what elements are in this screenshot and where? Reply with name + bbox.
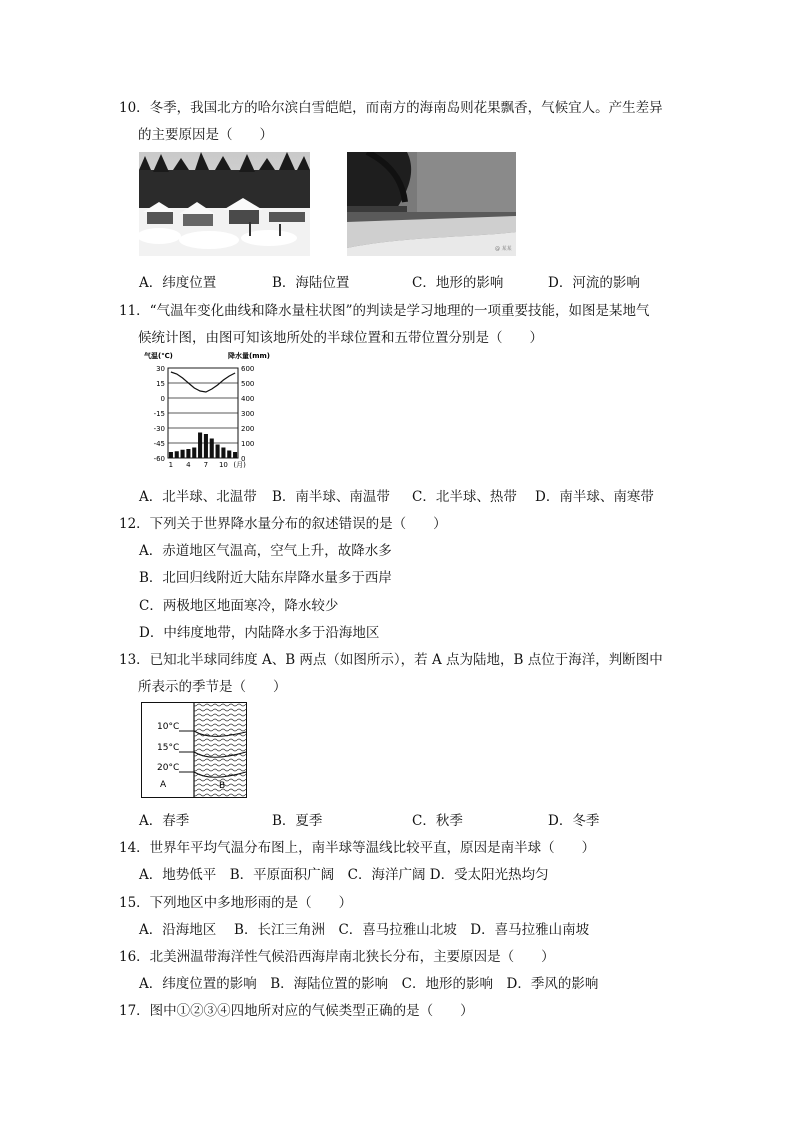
q13-stem-line1: 13．已知北半球同纬度 A、B 两点（如图所示），若 A 点为陆地，B 点位于海洋，判断图中 xyxy=(119,652,663,668)
q12-stem: 12．下列关于世界降水量分布的叙述错误的是（ ） xyxy=(119,516,447,532)
precip-axis-title: 降水量(mm) xyxy=(228,352,270,360)
temp-tick-label: 15 xyxy=(156,380,165,388)
precip-tick-label: 300 xyxy=(241,410,255,418)
harbin-snow-photo xyxy=(139,152,310,256)
q11-stem-line1: 11．“气温年变化曲线和降水量柱状图”的判读是学习地理的一项重要技能，如图是某地气 xyxy=(119,303,650,319)
label-20c: 20°C xyxy=(157,763,180,773)
q13-option-b: B．夏季 xyxy=(272,813,323,829)
precip-bar xyxy=(192,448,196,459)
precip-bar xyxy=(175,451,179,458)
month-tick-label: 1 xyxy=(168,461,174,469)
precip-bar xyxy=(233,452,237,458)
temp-tick-label: -60 xyxy=(153,455,165,463)
q11-stem-line2: 候统计图，由图可知该地所处的半球位置和五带位置分别是（ ） xyxy=(138,330,543,346)
q10-option-c: C．地形的影响 xyxy=(412,275,504,291)
q14-stem: 14．世界年平均气温分布图上，南半球等温线比较平直，原因是南半球（ ） xyxy=(119,840,596,856)
q12-option-c: C．两极地区地面寒冷，降水较少 xyxy=(139,598,339,614)
precip-tick-label: 500 xyxy=(241,380,255,388)
q10-option-d: D．河流的影响 xyxy=(548,275,640,291)
q10-stem-line1: 10．冬季，我国北方的哈尔滨白雪皑皑，而南方的海南岛则花果飘香，气候宜人。产生差异 xyxy=(119,100,663,116)
q12-option-d: D．中纬度地带，内陆降水多于沿海地区 xyxy=(139,625,380,641)
precip-tick-label: 0 xyxy=(241,455,246,463)
precip-tick-label: 200 xyxy=(241,425,255,433)
point-a-label: A xyxy=(160,780,167,790)
q10-stem-line2: 的主要原因是（ ） xyxy=(138,127,273,143)
q11-option-b: B．南半球、南温带 xyxy=(272,489,390,505)
precip-bar xyxy=(216,445,220,459)
precip-bar xyxy=(181,450,185,458)
photo-watermark: @ 某某 xyxy=(495,246,512,252)
temp-tick-label: -30 xyxy=(153,425,165,433)
q12-option-a: A．赤道地区气温高，空气上升，故降水多 xyxy=(139,543,392,559)
temp-tick-label: 0 xyxy=(160,395,165,403)
month-tick-label: 10 xyxy=(218,461,228,469)
label-10c: 10°C xyxy=(157,722,180,732)
isotherm-diagram xyxy=(141,702,247,798)
precip-tick-label: 100 xyxy=(241,440,255,448)
q13-option-d: D．冬季 xyxy=(548,813,600,829)
precip-bar xyxy=(221,448,225,459)
q10-option-b: B．海陆位置 xyxy=(272,275,350,291)
precip-bar xyxy=(204,434,208,458)
q11-option-c: C．北半球、热带 xyxy=(412,489,517,505)
precip-bar xyxy=(227,451,231,459)
temp-tick-label: -15 xyxy=(153,410,165,418)
q13-stem-line2: 所表示的季节是（ ） xyxy=(138,679,287,695)
q13-option-c: C．秋季 xyxy=(412,813,463,829)
point-b-label: B xyxy=(219,781,226,791)
q10-option-a: A．纬度位置 xyxy=(139,275,217,291)
q12-option-b: B．北回归线附近大陆东岸降水量多于西岸 xyxy=(139,570,392,586)
q15-stem: 15．下列地区中多地形雨的是（ ） xyxy=(119,895,353,911)
precip-tick-label: 400 xyxy=(241,395,255,403)
q16-options: A．纬度位置的影响 B．海陆位置的影响 C．地形的影响 D．季风的影响 xyxy=(139,976,599,992)
q14-options: A．地势低平 B．平原面积广阔 C．海洋广阔 D．受太阳光热均匀 xyxy=(139,867,549,883)
precip-tick-label: 600 xyxy=(241,365,255,373)
label-15c: 15°C xyxy=(157,743,180,753)
hainan-beach-photo xyxy=(347,152,516,256)
q17-stem: 17．图中①②③④四地所对应的气候类型正确的是（ ） xyxy=(119,1003,474,1019)
precip-bar xyxy=(186,449,190,458)
q11-option-d: D．南半球、南寒带 xyxy=(535,489,654,505)
q16-stem: 16．北美洲温带海洋性气候沿西海岸南北狭长分布，主要原因是（ ） xyxy=(119,949,555,965)
month-tick-label: 4 xyxy=(186,461,191,469)
temp-tick-label: 30 xyxy=(156,365,165,373)
climate-chart xyxy=(140,350,272,472)
q11-option-a: A．北半球、北温带 xyxy=(139,489,257,505)
q15-options: A．沿海地区 B．长江三角洲 C．喜马拉雅山北坡 D．喜马拉雅山南坡 xyxy=(139,922,590,938)
temp-axis-title: 气温(℃) xyxy=(144,352,173,360)
temp-tick-label: -45 xyxy=(153,440,165,448)
precip-bar xyxy=(210,439,214,459)
q13-option-a: A．春季 xyxy=(139,813,190,829)
precip-bar xyxy=(169,452,173,458)
month-unit-label: (月) xyxy=(233,461,246,469)
temperature-curve xyxy=(171,372,235,392)
month-tick-label: 7 xyxy=(203,461,209,469)
precip-bar xyxy=(198,433,202,459)
